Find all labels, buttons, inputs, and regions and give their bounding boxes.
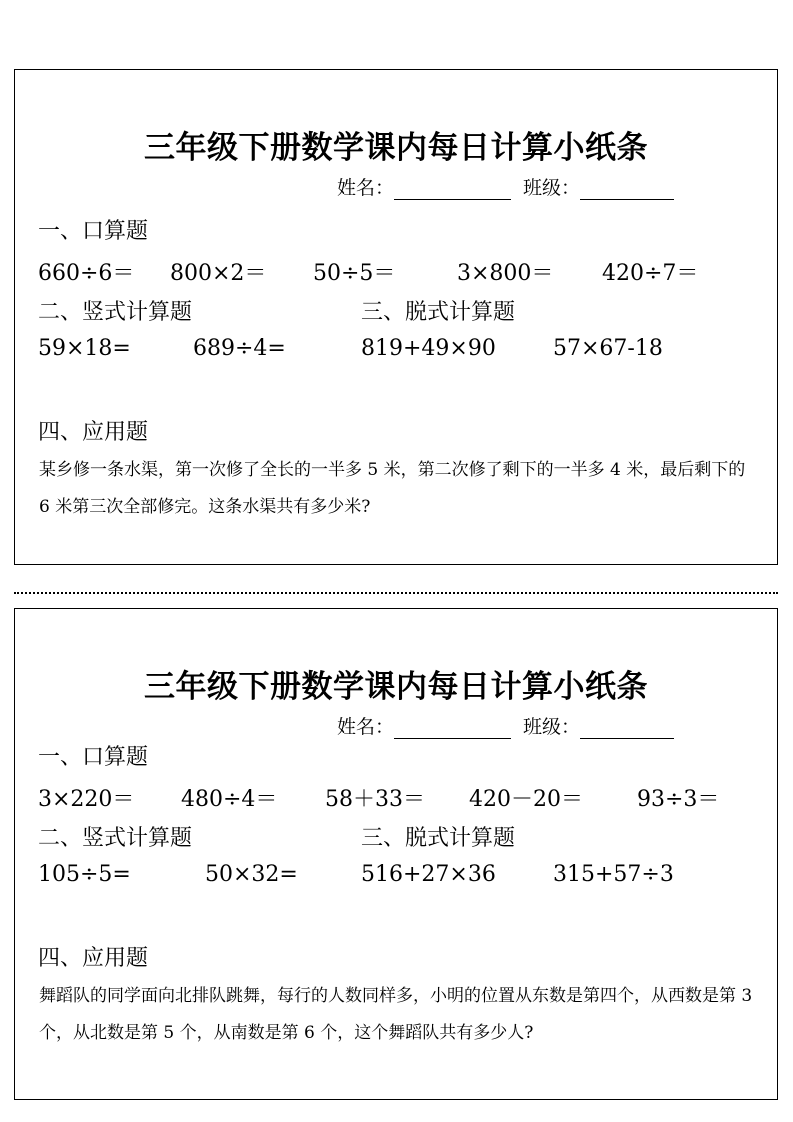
worksheet-card-2 (14, 608, 778, 1100)
oral-problem: 420－20＝ (469, 787, 583, 812)
section-vertical-heading: 二、竖式计算题 (38, 826, 193, 851)
vertical-problem: 689÷4= (193, 336, 286, 361)
cut-line-divider (14, 592, 778, 594)
class-label: 班级： (523, 716, 581, 738)
word-problem-text: 舞蹈队的同学面向北排队跳舞，每行的人数同样多，小明的位置从东数是第四个，从西数是第 3 个，从北数是第 5 个，从南数是第 6 个，这个舞蹈队共有多少人? (39, 986, 753, 1043)
oral-problem: 50÷5＝ (313, 261, 396, 286)
stepwise-problem: 516+27×36 (361, 862, 496, 887)
vertical-problem: 50×32= (205, 862, 298, 887)
vertical-problem: 59×18= (38, 336, 131, 361)
worksheet-card-1 (14, 69, 778, 565)
oral-problem: 800×2＝ (170, 261, 267, 286)
student-info-row (337, 712, 674, 739)
oral-problem: 58＋33＝ (325, 787, 425, 812)
stepwise-problem: 57×67-18 (553, 336, 663, 361)
worksheet-title: 三年级下册数学课内每日计算小纸条 (144, 130, 648, 166)
oral-problem: 93÷3＝ (637, 787, 720, 812)
section-oral-heading: 一、口算题 (38, 219, 149, 244)
class-field[interactable] (580, 718, 674, 739)
name-field[interactable] (394, 718, 511, 739)
class-label: 班级： (523, 177, 581, 199)
student-info-row (337, 173, 674, 200)
class-field[interactable] (580, 179, 674, 200)
oral-problem: 420÷7＝ (602, 261, 699, 286)
name-field[interactable] (394, 179, 511, 200)
section-oral-heading: 一、口算题 (38, 745, 149, 770)
word-problem-text: 某乡修一条水渠，第一次修了全长的一半多 5 米，第二次修了剩下的一半多 4 米，最后剩下的 6 米第三次全部修完。这条水渠共有多少米? (39, 460, 746, 517)
oral-problem: 3×800＝ (457, 261, 554, 286)
section-stepwise-heading: 三、脱式计算题 (361, 300, 516, 325)
section-application-heading: 四、应用题 (38, 946, 149, 971)
stepwise-problem: 315+57÷3 (553, 862, 674, 887)
section-vertical-heading: 二、竖式计算题 (38, 300, 193, 325)
oral-problem: 3×220＝ (38, 787, 135, 812)
oral-problem: 480÷4＝ (181, 787, 278, 812)
worksheet-title: 三年级下册数学课内每日计算小纸条 (144, 669, 648, 705)
section-application-heading: 四、应用题 (38, 420, 149, 445)
stepwise-problem: 819+49×90 (361, 336, 496, 361)
name-label: 姓名： (337, 716, 395, 738)
name-label: 姓名： (337, 177, 395, 199)
oral-problem: 660÷6＝ (38, 261, 135, 286)
section-stepwise-heading: 三、脱式计算题 (361, 826, 516, 851)
vertical-problem: 105÷5= (38, 862, 131, 887)
